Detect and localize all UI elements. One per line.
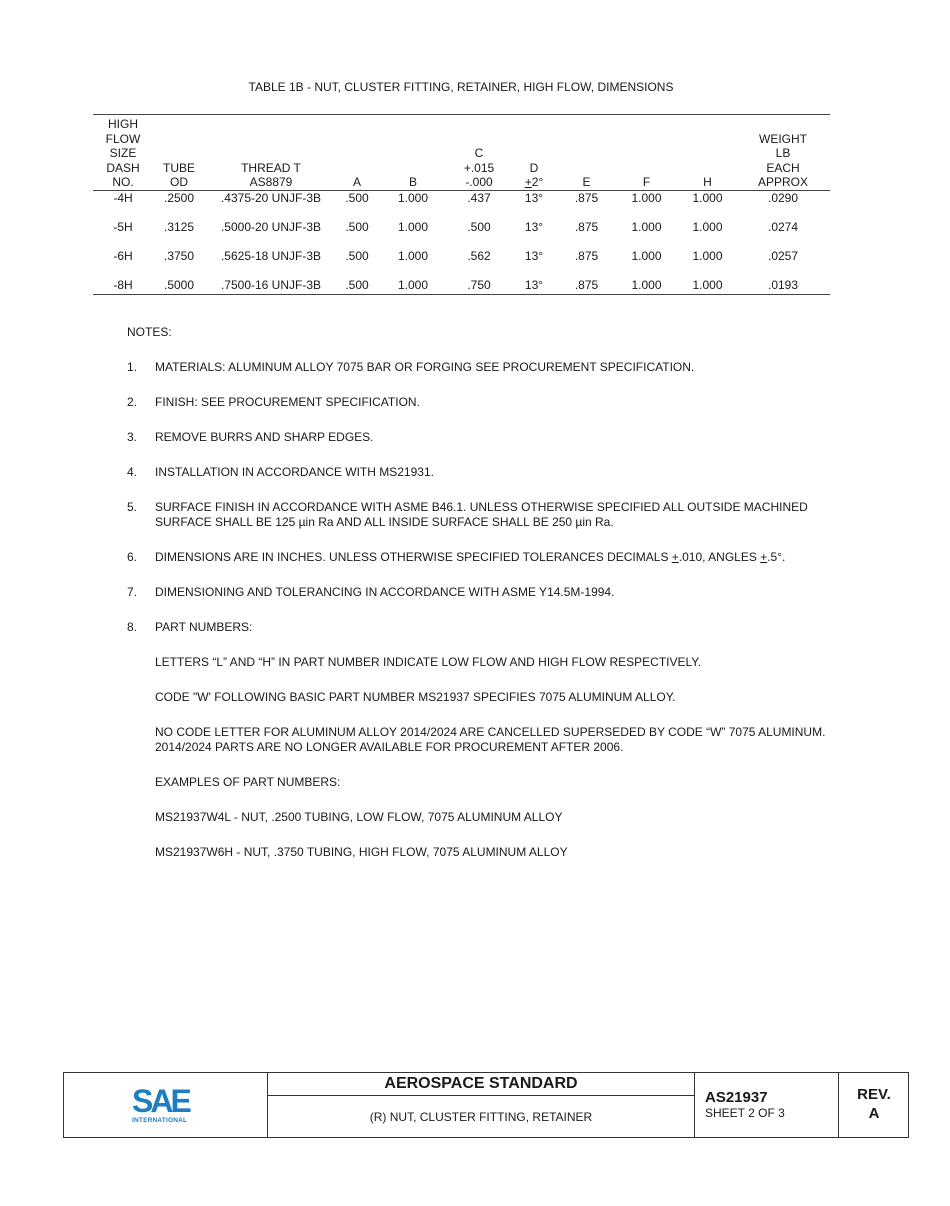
part-number-text: EXAMPLES OF PART NUMBERS:: [155, 775, 341, 789]
note-item: [127, 430, 847, 445]
notes-section: [127, 325, 847, 880]
table-title: TABLE 1B - NUT, CLUSTER FITTING, RETAINER, HIGH FLOW, DIMENSIONS: [248, 80, 674, 94]
note-number: 8.: [127, 620, 138, 634]
table-row: [93, 220, 830, 249]
note-item: [127, 620, 847, 635]
note-item: [127, 395, 847, 410]
cell-dash: -6H: [113, 248, 133, 263]
cell-c: .750: [449, 278, 509, 295]
table-row: [93, 249, 830, 278]
sheet-number: SHEET 2 OF 3: [705, 1106, 785, 1120]
cell-e: .875: [574, 219, 599, 234]
cell-e: .875: [559, 278, 614, 295]
cell-c: .562: [467, 248, 491, 263]
note-number: 1.: [127, 360, 138, 374]
cell-h: 1.000: [692, 248, 723, 263]
revision-cell: [839, 1073, 909, 1137]
cell-weight: .0193: [736, 278, 830, 295]
col-h: H: [679, 115, 736, 191]
notes-heading: NOTES:: [127, 325, 172, 339]
cell-dash: -8H: [93, 278, 153, 295]
document-title: (R) NUT, CLUSTER FITTING, RETAINER: [369, 1110, 593, 1124]
standard-label: AEROSPACE STANDARD: [268, 1073, 694, 1096]
cell-thread: .7500-16 UNJF-3B: [205, 278, 337, 295]
cell-c: .500: [467, 219, 491, 234]
col-dash: HIGH FLOW SIZE DASH NO.: [93, 115, 153, 191]
cell-b: 1.000: [397, 190, 429, 205]
col-e: E: [559, 115, 614, 191]
cell-tube: .3125: [163, 219, 195, 234]
part-number-text: CODE "W' FOLLOWING BASIC PART NUMBER MS21937 SPECIFIES 7075 ALUMINUM ALLOY.: [155, 690, 676, 704]
cell-f: 1.000: [614, 278, 679, 295]
sae-logo: [132, 1085, 202, 1129]
part-number-example: MS21937W4L - NUT, .2500 TUBING, LOW FLOW, 7075 ALUMINUM ALLOY: [155, 810, 563, 824]
revision-label: REV.: [857, 1086, 891, 1103]
col-d: D +2°: [509, 115, 559, 191]
sae-logo-subtitle: INTERNATIONAL: [132, 1117, 188, 1124]
cell-tube: .3750: [163, 248, 195, 263]
part-number-text: LETTERS “L” AND “H” IN PART NUMBER INDICATE LOW FLOW AND HIGH FLOW RESPECTIVELY.: [155, 655, 702, 669]
col-a: A: [337, 115, 377, 191]
note-text: DIMENSIONS ARE IN INCHES. UNLESS OTHERWISE SPECIFIED TOLERANCES DECIMALS +.010, ANGLES +.5°.: [155, 550, 786, 564]
cell-thread: .5000-20 UNJF-3B: [220, 219, 322, 234]
cell-e: .875: [574, 248, 599, 263]
cell-h: 1.000: [692, 219, 723, 234]
revision-value: A: [868, 1105, 880, 1122]
note-item: [127, 465, 847, 480]
title-cell: [268, 1073, 695, 1137]
col-thread: THREAD T AS8879: [205, 115, 337, 191]
note-number: 7.: [127, 585, 138, 599]
note-text: MATERIALS: ALUMINUM ALLOY 7075 BAR OR FORGING SEE PROCUREMENT SPECIFICATION.: [155, 360, 695, 374]
note-text: DIMENSIONING AND TOLERANCING IN ACCORDANCE WITH ASME Y14.5M-1994.: [155, 585, 615, 599]
cell-d: 13°: [524, 248, 544, 263]
note-text: PART NUMBERS:: [155, 620, 253, 634]
cell-weight: .0274: [767, 219, 799, 234]
note-item: [127, 360, 847, 375]
cell-thread: .5625-18 UNJF-3B: [220, 248, 322, 263]
cell-c: .437: [467, 190, 491, 205]
cell-b: 1.000: [397, 219, 429, 234]
cell-weight: .0290: [767, 190, 799, 205]
note-number: 3.: [127, 430, 138, 444]
cell-dash: -5H: [113, 219, 133, 234]
cell-f: 1.000: [631, 190, 662, 205]
col-weight: WEIGHT LB EACH APPROX: [736, 115, 830, 191]
table-row: [93, 278, 830, 295]
cell-thread: .4375-20 UNJF-3B: [220, 190, 322, 205]
cell-b: 1.000: [377, 278, 449, 295]
title-block: [63, 1072, 909, 1138]
note-number: 4.: [127, 465, 138, 479]
cell-f: 1.000: [631, 248, 662, 263]
cell-a: .500: [345, 190, 369, 205]
note-item: [127, 585, 847, 600]
note-text: SURFACE FINISH IN ACCORDANCE WITH ASME B46.1. UNLESS OTHERWISE SPECIFIED ALL OUTSIDE MACHINED SURFACE SHALL BE 125 µin Ra AND ALL INSIDE SURFACE SHALL BE 250 µin Ra.: [155, 500, 808, 529]
sae-logo-mark: SAE: [132, 1083, 189, 1119]
cell-tube: .5000: [153, 278, 205, 295]
cell-e: .875: [574, 190, 599, 205]
note-text: INSTALLATION IN ACCORDANCE WITH MS21931.: [155, 465, 434, 479]
note-text: REMOVE BURRS AND SHARP EDGES.: [155, 430, 374, 444]
cell-d: 13°: [524, 190, 544, 205]
document-number: AS21937: [705, 1089, 768, 1106]
cell-dash: -4H: [113, 190, 133, 205]
col-tube: TUBE OD: [153, 115, 205, 191]
part-number-text: NO CODE LETTER FOR ALUMINUM ALLOY 2014/2024 ARE CANCELLED SUPERSEDED BY CODE “W” 7075 ALUMINUM. 2014/2024 PARTS ARE NO LONGER AVAILABLE FOR PROCUREMENT AFTER 2006.: [155, 725, 826, 754]
part-number-example: MS21937W6H - NUT, .3750 TUBING, HIGH FLOW, 7075 ALUMINUM ALLOY: [155, 845, 568, 859]
cell-weight: .0257: [767, 248, 799, 263]
col-f: F: [614, 115, 679, 191]
cell-d: 13°: [524, 219, 544, 234]
dimensions-table: [93, 114, 830, 295]
note-text: FINISH: SEE PROCUREMENT SPECIFICATION.: [155, 395, 420, 409]
table-header-row: [93, 115, 830, 191]
table-row: [93, 190, 830, 220]
document-number-cell: [695, 1073, 839, 1137]
cell-h: 1.000: [692, 190, 723, 205]
col-b: B: [377, 115, 449, 191]
note-item: [127, 500, 847, 530]
note-number: 2.: [127, 395, 138, 409]
col-c: C +.015 -.000: [449, 115, 509, 191]
cell-d: 13°: [509, 278, 559, 295]
cell-b: 1.000: [397, 248, 429, 263]
cell-f: 1.000: [631, 219, 662, 234]
note-number: 5.: [127, 500, 138, 514]
note-item: [127, 550, 847, 565]
logo-cell: [64, 1073, 268, 1137]
cell-tube: .2500: [163, 190, 195, 205]
cell-a: .500: [337, 278, 377, 295]
cell-h: 1.000: [679, 278, 736, 295]
note-number: 6.: [127, 550, 138, 564]
cell-a: .500: [345, 219, 369, 234]
cell-a: .500: [345, 248, 369, 263]
